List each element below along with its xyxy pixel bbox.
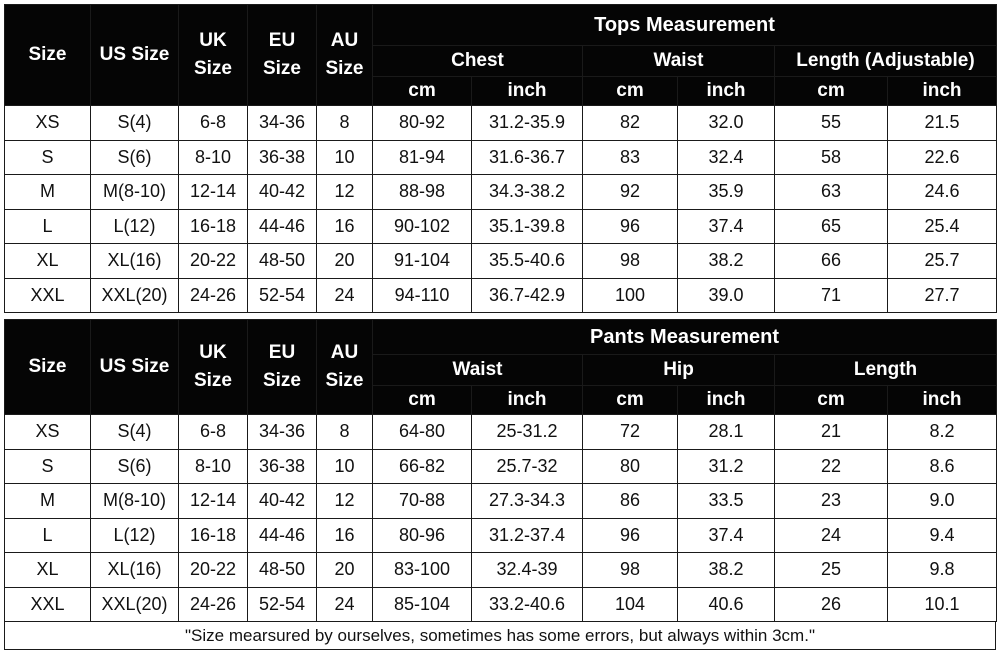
pants-cell-size: S [5, 449, 91, 484]
tops-cell-m1-inch: 31.6-36.7 [472, 140, 583, 175]
tops-cell-au-size: 20 [317, 244, 373, 279]
pants-cell-eu-size: 40-42 [248, 484, 317, 519]
pants-cell-us-size: S(4) [91, 415, 179, 450]
pants-cell-us-size: M(8-10) [91, 484, 179, 519]
unit-inch: inch [472, 386, 583, 415]
header-eu-size: EU Size [248, 320, 317, 415]
pants-group-length: Length [775, 355, 997, 386]
tops-cell-m2-inch: 32.0 [678, 106, 775, 141]
tops-cell-uk-size: 12-14 [179, 175, 248, 210]
pants-cell-eu-size: 52-54 [248, 587, 317, 622]
pants-cell-uk-size: 8-10 [179, 449, 248, 484]
tops-cell-m1-cm: 81-94 [373, 140, 472, 175]
pants-cell-au-size: 24 [317, 587, 373, 622]
tops-group-chest: Chest [373, 46, 583, 77]
pants-cell-m3-inch: 10.1 [888, 587, 997, 622]
tops-cell-m3-cm: 63 [775, 175, 888, 210]
tops-cell-uk-size: 24-26 [179, 278, 248, 313]
pants-cell-size: XL [5, 553, 91, 588]
pants-cell-m2-inch: 31.2 [678, 449, 775, 484]
pants-cell-eu-size: 48-50 [248, 553, 317, 588]
pants-group-hip: Hip [583, 355, 775, 386]
unit-inch: inch [678, 386, 775, 415]
table-row [5, 518, 997, 553]
tops-cell-au-size: 12 [317, 175, 373, 210]
pants-cell-m3-inch: 9.8 [888, 553, 997, 588]
tops-cell-m1-cm: 90-102 [373, 209, 472, 244]
pants-cell-m1-cm: 85-104 [373, 587, 472, 622]
tops-cell-eu-size: 34-36 [248, 106, 317, 141]
tops-group-length: Length (Adjustable) [775, 46, 997, 77]
pants-cell-m3-inch: 9.0 [888, 484, 997, 519]
tops-cell-m3-cm: 58 [775, 140, 888, 175]
pants-cell-m3-cm: 23 [775, 484, 888, 519]
tops-cell-eu-size: 52-54 [248, 278, 317, 313]
tops-cell-m2-inch: 38.2 [678, 244, 775, 279]
header-uk-size: UK Size [179, 5, 248, 106]
tops-cell-m3-inch: 25.4 [888, 209, 997, 244]
pants-cell-m2-inch: 33.5 [678, 484, 775, 519]
pants-cell-eu-size: 36-38 [248, 449, 317, 484]
pants-cell-m2-inch: 38.2 [678, 553, 775, 588]
tops-cell-m1-cm: 88-98 [373, 175, 472, 210]
tops-cell-m1-inch: 35.5-40.6 [472, 244, 583, 279]
tops-cell-size: S [5, 140, 91, 175]
pants-measurement-title: Pants Measurement [373, 320, 997, 355]
table-row [5, 140, 997, 175]
pants-cell-uk-size: 20-22 [179, 553, 248, 588]
unit-cm: cm [775, 386, 888, 415]
tops-cell-m2-inch: 37.4 [678, 209, 775, 244]
tops-cell-size: XL [5, 244, 91, 279]
pants-cell-eu-size: 44-46 [248, 518, 317, 553]
tops-cell-m3-cm: 55 [775, 106, 888, 141]
table-row [5, 209, 997, 244]
tops-cell-m2-cm: 92 [583, 175, 678, 210]
unit-cm: cm [583, 77, 678, 106]
header-uk-size: UK Size [179, 320, 248, 415]
tops-cell-m1-inch: 34.3-38.2 [472, 175, 583, 210]
pants-cell-m2-cm: 86 [583, 484, 678, 519]
tops-cell-m3-cm: 71 [775, 278, 888, 313]
pants-cell-us-size: S(6) [91, 449, 179, 484]
tops-cell-au-size: 16 [317, 209, 373, 244]
header-au-size: AU Size [317, 5, 373, 106]
table-row [5, 484, 997, 519]
tops-cell-m2-cm: 83 [583, 140, 678, 175]
tops-cell-au-size: 8 [317, 106, 373, 141]
tops-cell-m2-cm: 98 [583, 244, 678, 279]
pants-cell-m2-cm: 96 [583, 518, 678, 553]
table-row [5, 553, 997, 588]
unit-inch: inch [678, 77, 775, 106]
tops-cell-size: XS [5, 106, 91, 141]
unit-inch: inch [888, 77, 997, 106]
pants-cell-m2-inch: 40.6 [678, 587, 775, 622]
size-chart [4, 4, 996, 653]
pants-cell-size: XS [5, 415, 91, 450]
tops-cell-m2-inch: 35.9 [678, 175, 775, 210]
pants-cell-eu-size: 34-36 [248, 415, 317, 450]
tops-cell-m1-cm: 80-92 [373, 106, 472, 141]
tops-cell-m3-inch: 24.6 [888, 175, 997, 210]
pants-cell-m2-inch: 37.4 [678, 518, 775, 553]
unit-cm: cm [373, 386, 472, 415]
tops-cell-m1-inch: 35.1-39.8 [472, 209, 583, 244]
pants-cell-m1-cm: 64-80 [373, 415, 472, 450]
tops-cell-size: M [5, 175, 91, 210]
table-row [5, 587, 997, 622]
tops-cell-us-size: S(6) [91, 140, 179, 175]
pants-cell-m3-cm: 26 [775, 587, 888, 622]
pants-cell-m3-inch: 9.4 [888, 518, 997, 553]
pants-cell-au-size: 10 [317, 449, 373, 484]
pants-cell-m3-inch: 8.2 [888, 415, 997, 450]
pants-cell-m1-cm: 80-96 [373, 518, 472, 553]
tops-cell-m2-inch: 39.0 [678, 278, 775, 313]
tops-cell-uk-size: 8-10 [179, 140, 248, 175]
pants-cell-uk-size: 24-26 [179, 587, 248, 622]
pants-cell-size: L [5, 518, 91, 553]
header-size: Size [5, 5, 91, 106]
table-row [5, 175, 997, 210]
pants-cell-uk-size: 6-8 [179, 415, 248, 450]
header-eu-size: EU Size [248, 5, 317, 106]
header-us-size: US Size [91, 5, 179, 106]
measurement-note: "Size mearsured by ourselves, sometimes has some errors, but always within 3cm." [4, 622, 996, 650]
tops-cell-size: XXL [5, 278, 91, 313]
tops-cell-m1-inch: 36.7-42.9 [472, 278, 583, 313]
pants-cell-m3-cm: 25 [775, 553, 888, 588]
tops-cell-m3-inch: 21.5 [888, 106, 997, 141]
pants-cell-m1-inch: 27.3-34.3 [472, 484, 583, 519]
table-row [5, 278, 997, 313]
pants-cell-m1-inch: 25.7-32 [472, 449, 583, 484]
pants-cell-m2-cm: 98 [583, 553, 678, 588]
tops-cell-m2-cm: 100 [583, 278, 678, 313]
unit-inch: inch [888, 386, 997, 415]
tops-rows [5, 106, 997, 313]
tops-group-waist: Waist [583, 46, 775, 77]
tops-cell-uk-size: 20-22 [179, 244, 248, 279]
tops-measurement-title: Tops Measurement [373, 5, 997, 46]
tops-cell-m3-inch: 27.7 [888, 278, 997, 313]
pants-cell-m2-cm: 80 [583, 449, 678, 484]
pants-cell-m1-cm: 66-82 [373, 449, 472, 484]
tops-cell-m3-cm: 65 [775, 209, 888, 244]
pants-cell-m2-cm: 104 [583, 587, 678, 622]
unit-cm: cm [775, 77, 888, 106]
tops-cell-size: L [5, 209, 91, 244]
pants-cell-m1-inch: 32.4-39 [472, 553, 583, 588]
pants-cell-us-size: XL(16) [91, 553, 179, 588]
tops-cell-m1-inch: 31.2-35.9 [472, 106, 583, 141]
tops-cell-m2-inch: 32.4 [678, 140, 775, 175]
pants-cell-us-size: L(12) [91, 518, 179, 553]
table-row [5, 449, 997, 484]
table-row [5, 106, 997, 141]
tops-cell-eu-size: 40-42 [248, 175, 317, 210]
pants-cell-au-size: 16 [317, 518, 373, 553]
tops-cell-eu-size: 36-38 [248, 140, 317, 175]
tops-cell-m2-cm: 96 [583, 209, 678, 244]
tops-cell-m1-cm: 94-110 [373, 278, 472, 313]
header-size: Size [5, 320, 91, 415]
pants-rows [5, 415, 997, 622]
pants-cell-size: M [5, 484, 91, 519]
tops-cell-us-size: XXL(20) [91, 278, 179, 313]
tops-cell-au-size: 10 [317, 140, 373, 175]
pants-group-waist: Waist [373, 355, 583, 386]
pants-cell-uk-size: 16-18 [179, 518, 248, 553]
pants-cell-m1-cm: 83-100 [373, 553, 472, 588]
tops-cell-uk-size: 6-8 [179, 106, 248, 141]
unit-cm: cm [583, 386, 678, 415]
header-us-size: US Size [91, 320, 179, 415]
tops-size-table [4, 4, 997, 313]
tops-cell-m2-cm: 82 [583, 106, 678, 141]
pants-cell-au-size: 8 [317, 415, 373, 450]
pants-cell-m1-inch: 33.2-40.6 [472, 587, 583, 622]
pants-cell-au-size: 12 [317, 484, 373, 519]
pants-cell-m1-cm: 70-88 [373, 484, 472, 519]
pants-size-table [4, 319, 997, 622]
pants-cell-m3-inch: 8.6 [888, 449, 997, 484]
tops-cell-m3-cm: 66 [775, 244, 888, 279]
header-au-size: AU Size [317, 320, 373, 415]
tops-cell-m1-cm: 91-104 [373, 244, 472, 279]
tops-cell-eu-size: 48-50 [248, 244, 317, 279]
tops-cell-m3-inch: 22.6 [888, 140, 997, 175]
table-row [5, 244, 997, 279]
tops-cell-us-size: XL(16) [91, 244, 179, 279]
tops-cell-uk-size: 16-18 [179, 209, 248, 244]
tops-cell-us-size: L(12) [91, 209, 179, 244]
pants-cell-m2-inch: 28.1 [678, 415, 775, 450]
pants-cell-m2-cm: 72 [583, 415, 678, 450]
pants-cell-m3-cm: 24 [775, 518, 888, 553]
pants-cell-m3-cm: 22 [775, 449, 888, 484]
unit-inch: inch [472, 77, 583, 106]
pants-cell-m1-inch: 25-31.2 [472, 415, 583, 450]
pants-cell-uk-size: 12-14 [179, 484, 248, 519]
pants-cell-size: XXL [5, 587, 91, 622]
pants-cell-m3-cm: 21 [775, 415, 888, 450]
tops-cell-us-size: M(8-10) [91, 175, 179, 210]
pants-cell-au-size: 20 [317, 553, 373, 588]
unit-cm: cm [373, 77, 472, 106]
tops-cell-eu-size: 44-46 [248, 209, 317, 244]
tops-cell-au-size: 24 [317, 278, 373, 313]
pants-cell-us-size: XXL(20) [91, 587, 179, 622]
table-row [5, 415, 997, 450]
pants-cell-m1-inch: 31.2-37.4 [472, 518, 583, 553]
tops-cell-us-size: S(4) [91, 106, 179, 141]
tops-cell-m3-inch: 25.7 [888, 244, 997, 279]
